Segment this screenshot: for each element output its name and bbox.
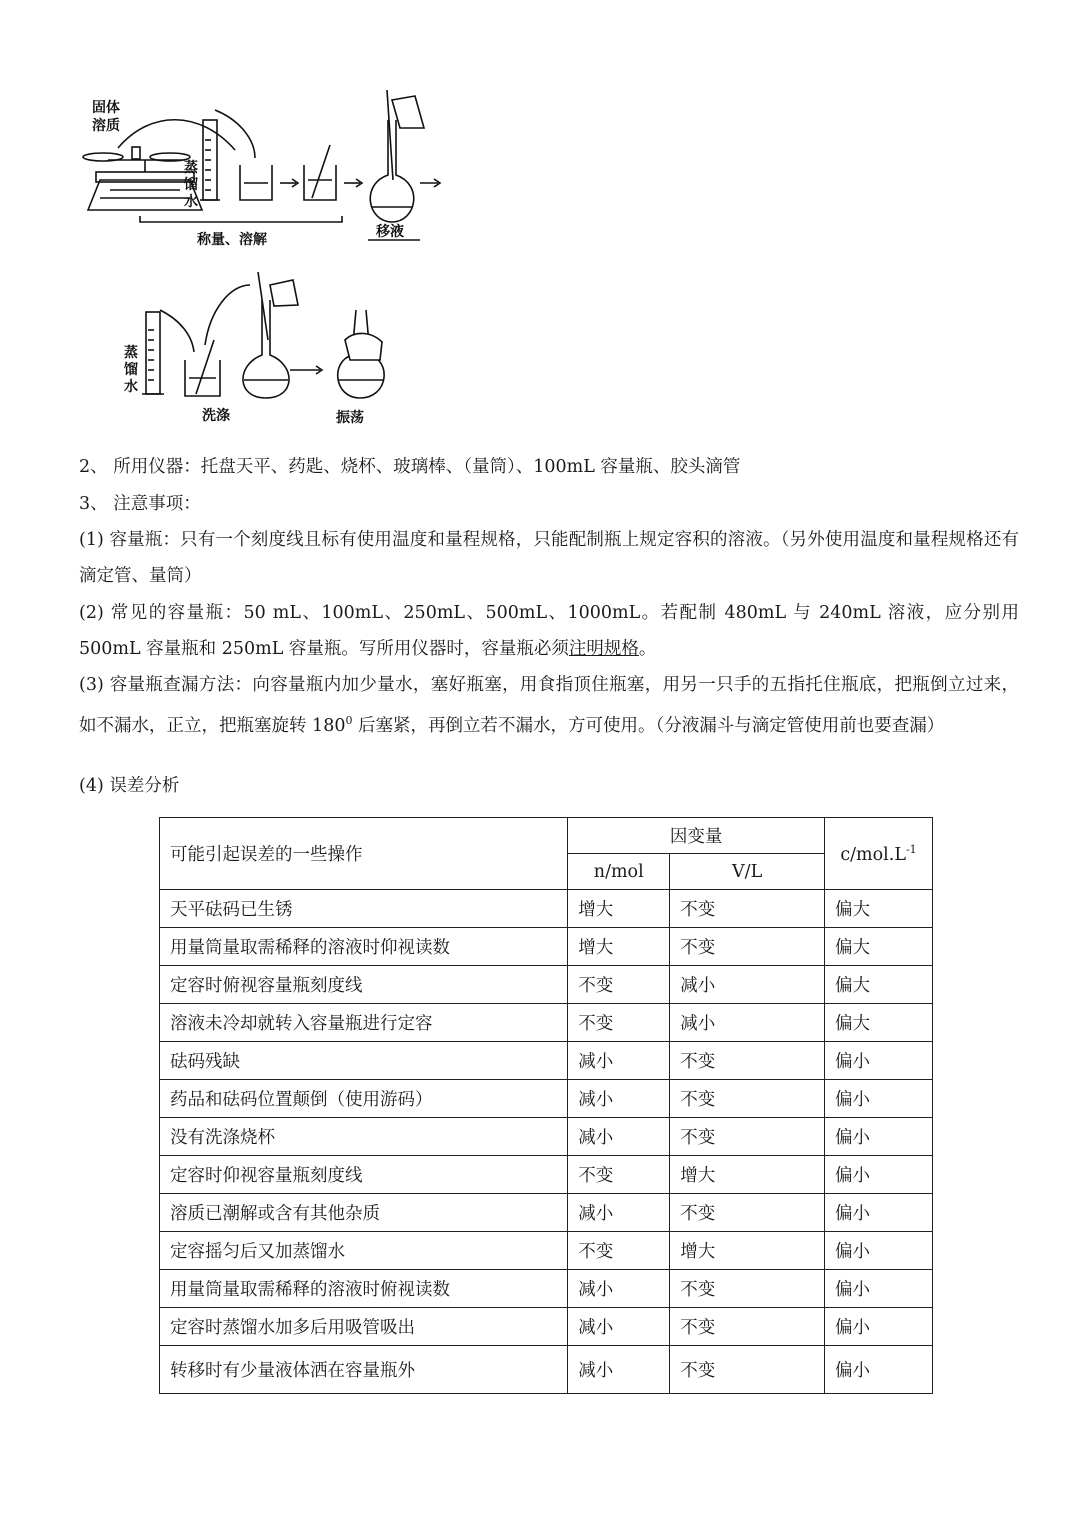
cell-c: 偏小 bbox=[825, 1232, 933, 1270]
note-2-text: (2) 常见的容量瓶：50 mL、100mL、250mL、500mL、1000mL。若配制 480mL 与 240mL 溶液，应分别用 500mL 容量瓶和 250mL 容量瓶。写所用仪器时，容量瓶必须 bbox=[79, 603, 1019, 659]
cell-n: 减小 bbox=[568, 1080, 670, 1118]
cell-n: 减小 bbox=[568, 1042, 670, 1080]
cell-op: 溶液未冷却就转入容量瓶进行定容 bbox=[160, 1004, 568, 1042]
cell-c: 偏大 bbox=[825, 928, 933, 966]
cell-c: 偏小 bbox=[825, 1194, 933, 1232]
cell-n: 减小 bbox=[568, 1308, 670, 1346]
cell-op: 用量筒量取需稀释的溶液时仰视读数 bbox=[160, 928, 568, 966]
header-variables: 因变量 bbox=[568, 818, 825, 854]
cell-v: 不变 bbox=[670, 890, 825, 928]
cell-v: 不变 bbox=[670, 1270, 825, 1308]
table-row bbox=[160, 1042, 933, 1080]
instruments-line: 2、 所用仪器：托盘天平、药匙、烧杯、玻璃棒、（量筒）、100mL 容量瓶、胶头滴管 bbox=[79, 457, 741, 477]
table-row bbox=[160, 1308, 933, 1346]
table-row bbox=[160, 1346, 933, 1394]
note-3-a: (3) 容量瓶查漏方法：向容量瓶内加少量水，塞好瓶塞，用食指顶住瓶塞，用另一只手的五指托住瓶底，把瓶倒立过来，如不漏水，正立，把瓶塞旋转 180 bbox=[79, 675, 1019, 736]
cell-op: 药品和砝码位置颠倒（使用游码） bbox=[160, 1080, 568, 1118]
cell-v: 不变 bbox=[670, 1118, 825, 1156]
notes-title: 3、 注意事项： bbox=[79, 494, 201, 514]
cell-c: 偏小 bbox=[825, 1042, 933, 1080]
cell-n: 不变 bbox=[568, 1004, 670, 1042]
header-c-sup: -1 bbox=[905, 842, 917, 856]
table-row bbox=[160, 1194, 933, 1232]
cell-n: 增大 bbox=[568, 890, 670, 928]
cell-op: 定容时俯视容量瓶刻度线 bbox=[160, 966, 568, 1004]
beaker-2 bbox=[304, 165, 336, 200]
table-row bbox=[160, 1232, 933, 1270]
cell-v: 不变 bbox=[670, 1346, 825, 1394]
note-2-underline: 注明规格 bbox=[568, 639, 639, 659]
cell-n: 不变 bbox=[568, 1232, 670, 1270]
note-4: (4) 误差分析 bbox=[79, 776, 180, 796]
cell-v: 减小 bbox=[670, 1004, 825, 1042]
cell-n: 减小 bbox=[568, 1270, 670, 1308]
cell-c: 偏小 bbox=[825, 1118, 933, 1156]
note-1: (1) 容量瓶：只有一个刻度线且标有使用温度和量程规格，只能配制瓶上规定容积的溶液。（另外使用温度和量程规格还有滴定管、量筒） bbox=[79, 530, 1019, 586]
label-wash: 洗涤 bbox=[202, 408, 230, 424]
cell-n: 减小 bbox=[568, 1194, 670, 1232]
table-row bbox=[160, 1270, 933, 1308]
cell-v: 增大 bbox=[670, 1156, 825, 1194]
note-3-sup: 0 bbox=[345, 714, 353, 727]
cell-c: 偏小 bbox=[825, 1270, 933, 1308]
volumetric-flask-2 bbox=[243, 272, 298, 398]
header-c-text: c/mol.L bbox=[840, 844, 906, 865]
header-operation: 可能引起误差的一些操作 bbox=[160, 818, 568, 890]
note-3 bbox=[79, 667, 1019, 744]
label-solid-2: 溶质 bbox=[92, 118, 120, 134]
cell-op: 没有洗涤烧杯 bbox=[160, 1118, 568, 1156]
label-water-2: 馏 bbox=[184, 177, 198, 193]
label-water-1: 蒸 bbox=[184, 160, 198, 176]
cell-op: 用量筒量取需稀释的溶液时俯视读数 bbox=[160, 1270, 568, 1308]
label-solid-1: 固体 bbox=[92, 100, 120, 116]
table-row bbox=[160, 966, 933, 1004]
cell-v: 减小 bbox=[670, 966, 825, 1004]
arrow-curve-2 bbox=[215, 110, 255, 158]
cell-op: 天平砝码已生锈 bbox=[160, 890, 568, 928]
cell-op: 定容时蒸馏水加多后用吸管吸出 bbox=[160, 1308, 568, 1346]
header-v: V/L bbox=[670, 854, 825, 890]
graduated-cylinder-2 bbox=[142, 312, 164, 394]
table-row bbox=[160, 928, 933, 966]
cell-c: 偏小 bbox=[825, 1346, 933, 1394]
cell-v: 不变 bbox=[670, 1308, 825, 1346]
label-shake: 振荡 bbox=[336, 410, 364, 426]
cell-c: 偏大 bbox=[825, 890, 933, 928]
cell-c: 偏大 bbox=[825, 1004, 933, 1042]
shaking-flask bbox=[338, 310, 384, 398]
label-water-b1: 蒸 bbox=[124, 345, 138, 361]
cell-v: 不变 bbox=[670, 1042, 825, 1080]
header-n: n/mol bbox=[568, 854, 670, 890]
cell-n: 不变 bbox=[568, 1156, 670, 1194]
cell-v: 不变 bbox=[670, 1194, 825, 1232]
procedure-diagram bbox=[0, 0, 1080, 440]
header-c bbox=[825, 818, 933, 890]
cell-v: 不变 bbox=[670, 928, 825, 966]
cell-n: 减小 bbox=[568, 1346, 670, 1394]
cell-n: 增大 bbox=[568, 928, 670, 966]
cell-op: 定容时仰视容量瓶刻度线 bbox=[160, 1156, 568, 1194]
table-row bbox=[160, 1156, 933, 1194]
cell-c: 偏小 bbox=[825, 1080, 933, 1118]
volumetric-flask-1 bbox=[370, 90, 424, 222]
cell-v: 增大 bbox=[670, 1232, 825, 1270]
cell-c: 偏小 bbox=[825, 1308, 933, 1346]
cell-c: 偏小 bbox=[825, 1156, 933, 1194]
cell-c: 偏大 bbox=[825, 966, 933, 1004]
table-row bbox=[160, 890, 933, 928]
table-row bbox=[160, 1004, 933, 1042]
label-water-b2: 馏 bbox=[124, 362, 138, 378]
note-2-end: 。 bbox=[638, 639, 657, 659]
cell-op: 定容摇匀后又加蒸馏水 bbox=[160, 1232, 568, 1270]
error-analysis-table bbox=[159, 817, 933, 1394]
table-row bbox=[160, 1080, 933, 1118]
cell-op: 溶质已潮解或含有其他杂质 bbox=[160, 1194, 568, 1232]
cell-op: 砝码残缺 bbox=[160, 1042, 568, 1080]
cell-n: 不变 bbox=[568, 966, 670, 1004]
table-row bbox=[160, 1118, 933, 1156]
cell-n: 减小 bbox=[568, 1118, 670, 1156]
label-transfer: 移液 bbox=[376, 224, 404, 240]
note-3-b: 后塞紧，再倒立若不漏水，方可使用。（分液漏斗与滴定管使用前也要查漏） bbox=[352, 715, 945, 736]
note-2 bbox=[79, 595, 1019, 667]
graduated-cylinder-1 bbox=[200, 120, 220, 200]
label-water-b3: 水 bbox=[124, 379, 138, 395]
label-water-3: 水 bbox=[184, 194, 198, 210]
cell-op: 转移时有少量液体洒在容量瓶外 bbox=[160, 1346, 568, 1394]
cell-v: 不变 bbox=[670, 1080, 825, 1118]
label-weigh-dissolve: 称量、溶解 bbox=[197, 232, 267, 248]
